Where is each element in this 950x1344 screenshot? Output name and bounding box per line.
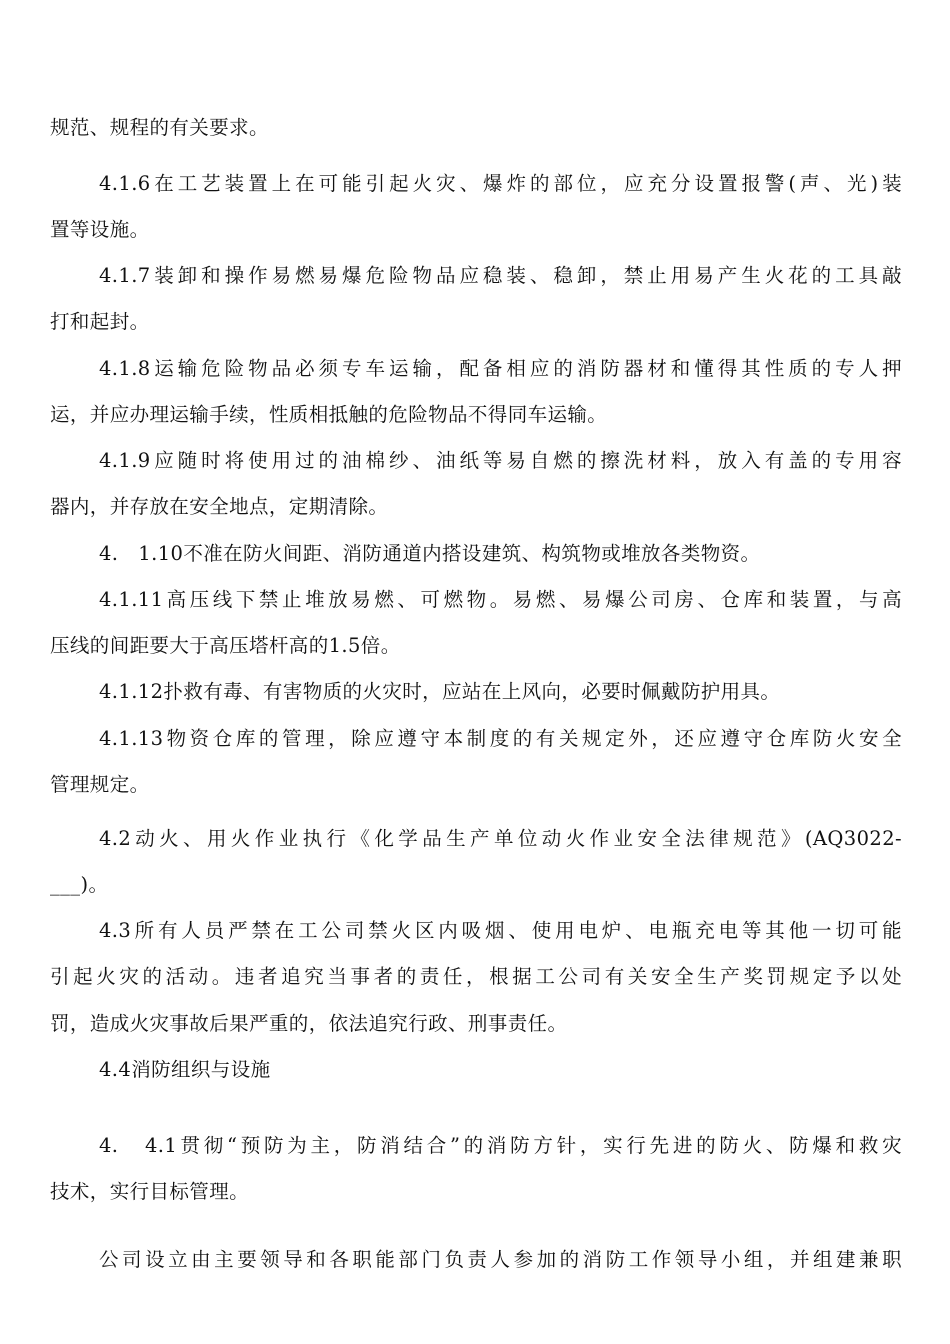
text-line: 4.1.12扑救有毒、有害物质的火灾时，应站在上风向，必要时佩戴防护用具。 [99,680,781,703]
text-line: 4.1.11高压线下禁止堆放易燃、可燃物。易燃、易爆公司房、仓库和装置，与高 [99,588,902,611]
text-line: 管理规定。 [50,773,150,796]
text-line: 4.1.6在工艺装置上在可能引起火灾、爆炸的部位，应充分设置报警(声、光)装 [99,172,902,195]
section-heading: 4.4消防组织与设施 [99,1058,271,1081]
text-line: 4.2动火、用火作业执行《化学品生产单位动火作业安全法律规范》(AQ3022- [99,827,902,850]
text-line: 4.1.9应随时将使用过的油棉纱、油纸等易自燃的擦洗材料，放入有盖的专用容 [99,449,902,472]
text-line: 4.1.7装卸和操作易燃易爆危险物品应稳装、稳卸，禁止用易产生火花的工具敲 [99,264,902,287]
text-line: 引起火灾的活动。违者追究当事者的责任，根据工公司有关安全生产奖罚规定予以处 [50,965,902,988]
text-line: ___)。 [50,873,109,896]
text-line: 置等设施。 [50,218,150,241]
text-line: 4.1.8运输危险物品必须专车运输，配备相应的消防器材和懂得其性质的专人押 [99,357,902,380]
text-line: 规范、规程的有关要求。 [50,116,269,139]
text-line: 打和起封。 [50,310,150,333]
text-line: 运，并应办理运输手续，性质相抵触的危险物品不得同车运输。 [50,403,608,426]
text-line: 压线的间距要大于高压塔杆高的1.5倍。 [50,634,401,657]
text-line: 4. 4.1贯彻“预防为主，防消结合”的消防方针，实行先进的防火、防爆和救灾 [99,1134,902,1157]
text-line: 4. 1.10不准在防火间距、消防通道内搭设建筑、构筑物或堆放各类物资。 [99,542,761,565]
text-line: 4.1.13物资仓库的管理，除应遵守本制度的有关规定外，还应遵守仓库防火安全 [99,727,902,750]
text-line: 器内，并存放在安全地点，定期清除。 [50,495,389,518]
text-line: 技术，实行目标管理。 [50,1180,250,1203]
text-line: 罚，造成火灾事故后果严重的，依法追究行政、刑事责任。 [50,1012,568,1035]
text-line: 公司设立由主要领导和各职能部门负责人参加的消防工作领导小组，并组建兼职 [99,1248,902,1271]
text-line: 4.3所有人员严禁在工公司禁火区内吸烟、使用电炉、电瓶充电等其他一切可能 [99,919,902,942]
